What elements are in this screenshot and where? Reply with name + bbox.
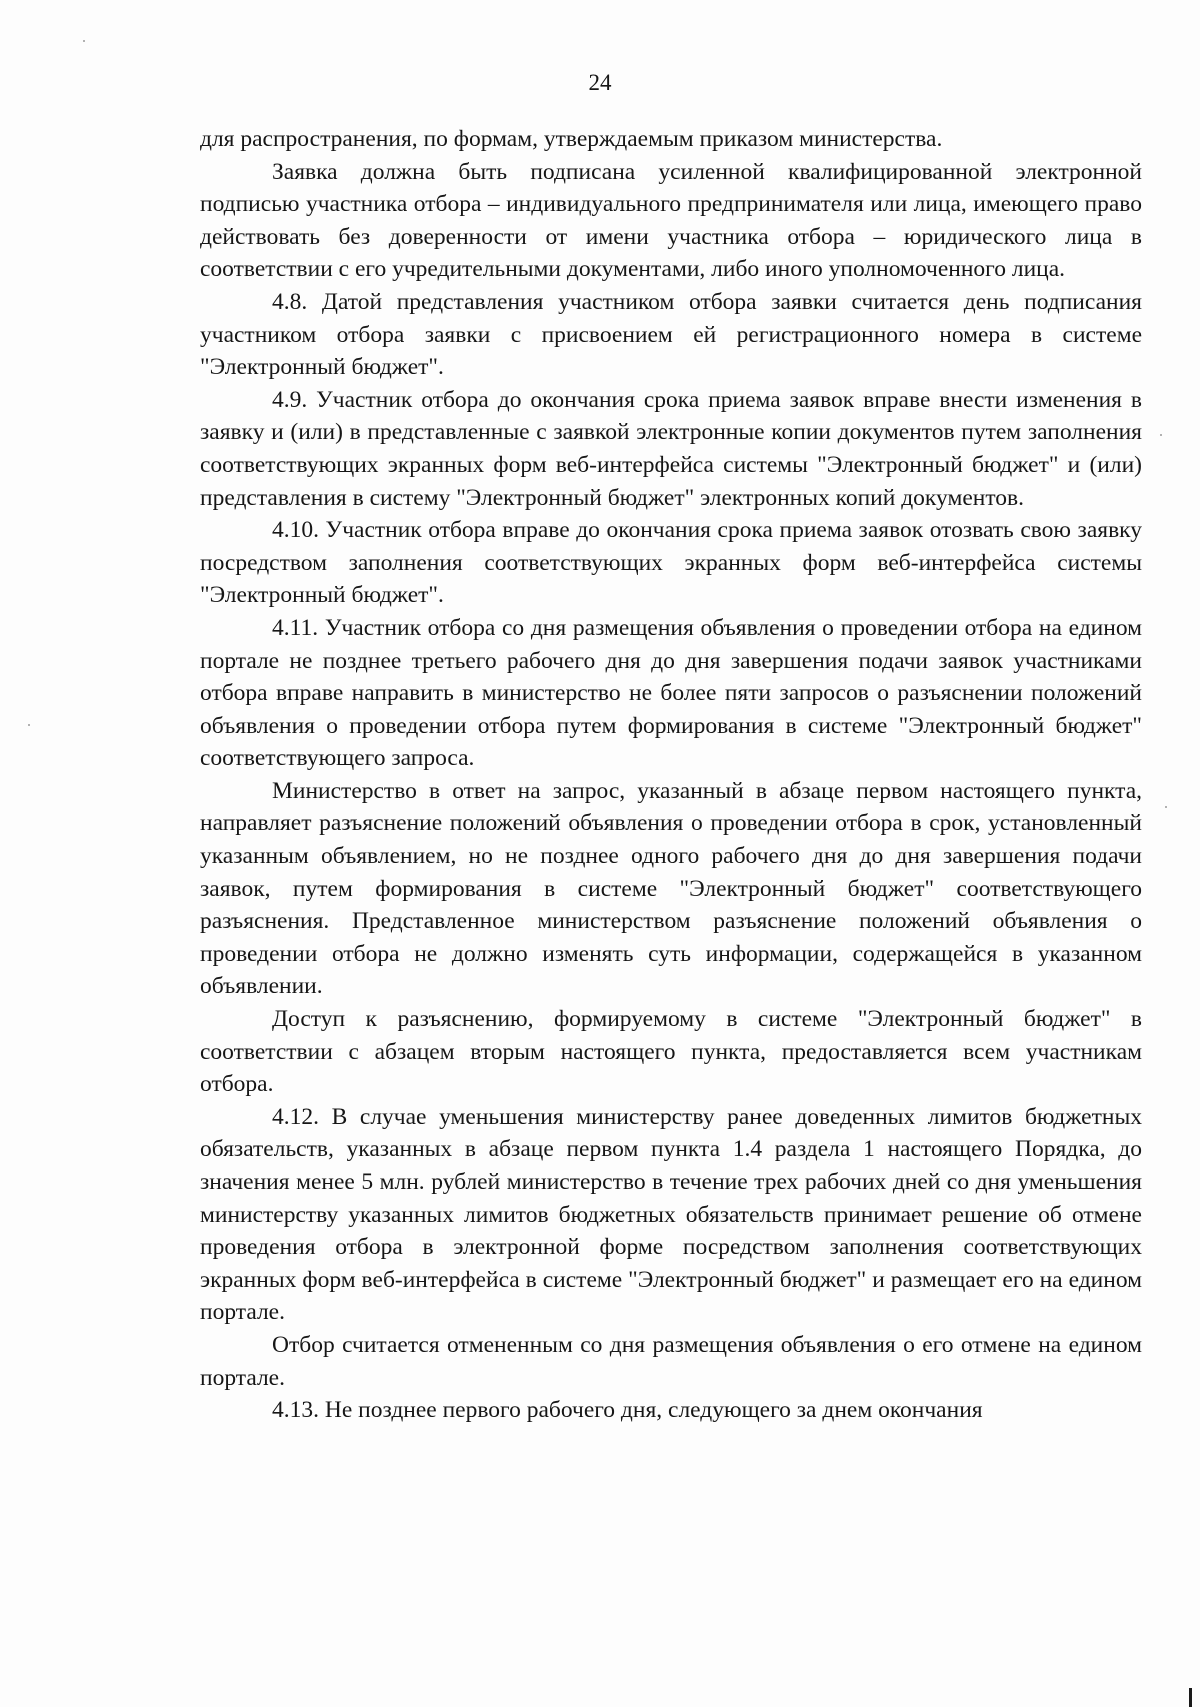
- scan-speck: [28, 724, 30, 726]
- paragraph-4-10: 4.10. Участник отбора вправе до окончания срока приема заявок отозвать свою заявку посредством заполнения соответствующих экранных форм веб-интерфейса системы "Электронный бюджет".: [200, 517, 1142, 609]
- paragraph-application-signature: Заявка должна быть подписана усиленной квалифицированной электронной подписью участника отбора – индивидуального предпринимателя или лица, имеющего право действовать без доверенности от имени участника отбора – юридического лица в соответствии с его учредительными документами, либо иного уполномоченного лица.: [200, 158, 1142, 283]
- scan-speck: [83, 40, 85, 42]
- scan-speck: [1160, 434, 1162, 436]
- paragraph-4-8: 4.8. Датой представления участником отбора заявки считается день подписания участником отбора заявки с присвоением ей регистрационного номера в системе "Электронный бюджет".: [200, 288, 1142, 381]
- paragraph-4-13: 4.13. Не позднее первого рабочего дня, следующего за днем окончания: [272, 1397, 983, 1424]
- page-number: 24: [588, 70, 612, 95]
- paragraph-4-12: 4.12. В случае уменьшения министерству ранее доведенных лимитов бюджетных обязательств, указанных в абзаце первом пункта 1.4 раздела 1 настоящего Порядка, до значения менее 5 млн. рублей министерство в течение трех рабочих дней со дня уменьшения министерству указанных лимитов бюджетных обязательств принимает решение об отмене проведения отбора в электронной форме посредством заполнения соответствующих экранных форм веб-интерфейса в системе "Электронный бюджет" и размещает его на едином портале.: [200, 1103, 1142, 1326]
- paragraph-access-clarification: Доступ к разъяснению, формируемому в системе "Электронный бюджет" в соответствии с абзацем вторым настоящего пункта, предоставляется всем участникам отбора.: [200, 1006, 1142, 1098]
- paragraph-continuation: для распространения, по формам, утверждаемым приказом министерства.: [200, 126, 943, 152]
- paragraph-ministry-response: Министерство в ответ на запрос, указанный в абзаце первом настоящего пункта, направляет разъяснение положений объявления о проведении отбора в срок, установленный указанным объявлением, но не позднее одного рабочего дня до дня завершения подачи заявок, путем формирования в системе "Электронный бюджет" соответствующего разъяснения. Представленное министерством разъяснение положений объявления о проведении отбора не должно изменять суть информации, содержащейся в указанном объявлении.: [200, 777, 1142, 1000]
- paragraph-selection-cancelled: Отбор считается отмененным со дня размещения объявления о его отмене на едином портале.: [200, 1331, 1142, 1391]
- paragraph-4-9: 4.9. Участник отбора до окончания срока приема заявок вправе внести изменения в заявку и (или) в представленные с заявкой электронные копии документов путем заполнения соответствующих экранных форм веб-интерфейса системы "Электронный бюджет" и (или) представления в систему "Электронный бюджет" электронных копий документов.: [200, 386, 1142, 511]
- scan-edge-mark: [1189, 1688, 1192, 1707]
- document-body: [200, 123, 1142, 1427]
- paragraph-4-11: 4.11. Участник отбора со дня размещения объявления о проведении отбора на едином портале не позднее третьего рабочего дня до дня завершения подачи заявок участниками отбора вправе направить в министерство не более пяти запросов о разъяснении положений объявления о проведении отбора путем формирования в системе "Электронный бюджет" соответствующего запроса.: [200, 614, 1142, 772]
- scan-speck: [1165, 806, 1167, 808]
